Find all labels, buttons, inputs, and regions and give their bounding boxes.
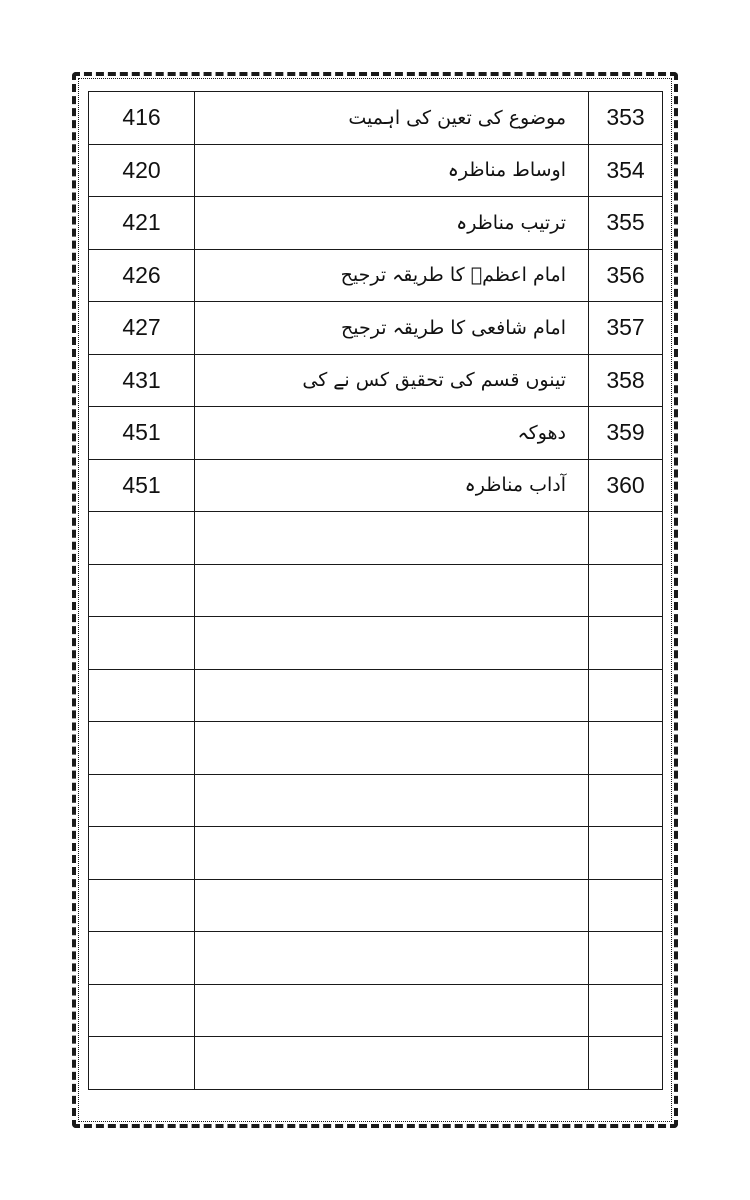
page-number-cell [89, 827, 195, 880]
empty-table-row [89, 879, 663, 932]
page-number-cell [89, 564, 195, 617]
serial-number-cell: 360 [589, 459, 663, 512]
serial-number-cell: 357 [589, 302, 663, 355]
page-number-cell: 426 [89, 249, 195, 302]
table-row [89, 197, 663, 250]
serial-number-cell: 353 [589, 92, 663, 145]
empty-table-row [89, 722, 663, 775]
serial-number-cell [589, 932, 663, 985]
empty-table-row [89, 827, 663, 880]
table-row [89, 249, 663, 302]
serial-number-cell: 359 [589, 407, 663, 460]
serial-number-cell [589, 669, 663, 722]
table-row [89, 92, 663, 145]
page-number-cell: 427 [89, 302, 195, 355]
table-row [89, 144, 663, 197]
page-number-cell: 420 [89, 144, 195, 197]
serial-number-cell: 354 [589, 144, 663, 197]
topic-title-cell: ترتیب مناظرہ [195, 197, 589, 250]
serial-number-cell: 355 [589, 197, 663, 250]
topic-title-cell [195, 932, 589, 985]
empty-table-row [89, 669, 663, 722]
table-row [89, 407, 663, 460]
topic-title-cell: امام شافعی کا طریقہ ترجیح [195, 302, 589, 355]
topic-title-cell: موضوع کی تعین کی اہمیت [195, 92, 589, 145]
serial-number-cell: 356 [589, 249, 663, 302]
topic-title-cell [195, 1037, 589, 1090]
toc-body [89, 92, 663, 1090]
topic-title-cell: آداب مناظرہ [195, 459, 589, 512]
serial-number-cell [589, 564, 663, 617]
serial-number-cell: 358 [589, 354, 663, 407]
empty-table-row [89, 564, 663, 617]
topic-title-cell [195, 722, 589, 775]
page-number-cell [89, 932, 195, 985]
topic-title-cell [195, 984, 589, 1037]
page-number-cell [89, 617, 195, 670]
table-row [89, 459, 663, 512]
page-number-cell: 421 [89, 197, 195, 250]
serial-number-cell [589, 984, 663, 1037]
page-number-cell [89, 984, 195, 1037]
page-number-cell [89, 774, 195, 827]
page-number-cell [89, 1037, 195, 1090]
topic-title-cell [195, 774, 589, 827]
empty-table-row [89, 984, 663, 1037]
serial-number-cell [589, 1037, 663, 1090]
page-number-cell: 451 [89, 459, 195, 512]
empty-table-row [89, 774, 663, 827]
serial-number-cell [589, 827, 663, 880]
page-number-cell [89, 669, 195, 722]
serial-number-cell [589, 512, 663, 565]
topic-title-cell [195, 564, 589, 617]
topic-title-cell [195, 827, 589, 880]
serial-number-cell [589, 879, 663, 932]
empty-table-row [89, 1037, 663, 1090]
page-number-cell [89, 512, 195, 565]
topic-title-cell [195, 879, 589, 932]
page-number-cell [89, 722, 195, 775]
page-number-cell [89, 879, 195, 932]
page-number-cell: 451 [89, 407, 195, 460]
topic-title-cell: دھوکہ [195, 407, 589, 460]
page-number-cell: 431 [89, 354, 195, 407]
table-row [89, 354, 663, 407]
serial-number-cell [589, 617, 663, 670]
table-row [89, 302, 663, 355]
table-of-contents [88, 91, 663, 1090]
topic-title-cell: اوساط مناظرہ [195, 144, 589, 197]
empty-table-row [89, 932, 663, 985]
topic-title-cell [195, 669, 589, 722]
empty-table-row [89, 617, 663, 670]
serial-number-cell [589, 722, 663, 775]
empty-table-row [89, 512, 663, 565]
topic-title-cell: تینوں قسم کی تحقیق کس نے کی [195, 354, 589, 407]
topic-title-cell: امام اعظمؒ کا طریقہ ترجیح [195, 249, 589, 302]
topic-title-cell [195, 617, 589, 670]
page-number-cell: 416 [89, 92, 195, 145]
topic-title-cell [195, 512, 589, 565]
serial-number-cell [589, 774, 663, 827]
